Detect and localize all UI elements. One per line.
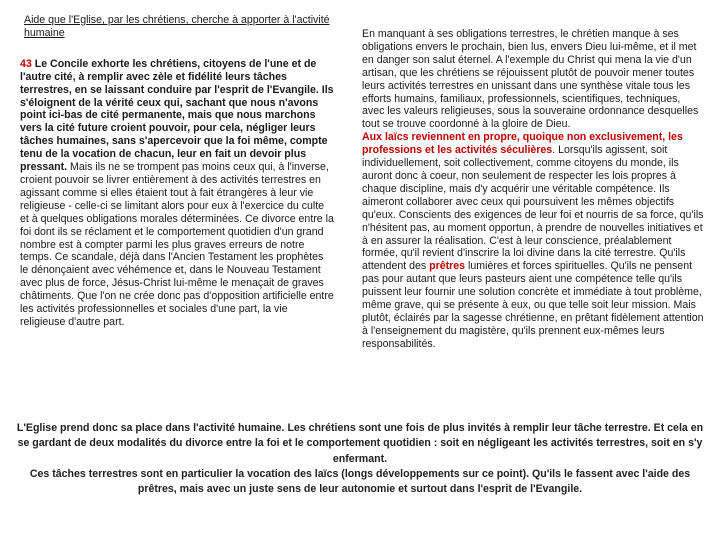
spacer bbox=[20, 40, 334, 58]
paragraph-bold-text: Le Concile exhorte les chrétiens, citoyens de l'une et de l'autre cité, à remplir avec zèle et fidélité leurs tâches terrestres, en se laissant conduire par l'esprit de l'Evangile. Ils s'éloignent de la vérité ceux qui, sachant que nous n'avons point ici-bas de cité permanente, mais que nous marchons vers la cité future croient pouvoir, pour cela, négliger leurs tâches humaines, sans s'apercevoir que la foi même, compte tenu de la vocation de chacun, leur en fait un devoir plus pressant. bbox=[20, 57, 334, 174]
right-column bbox=[362, 28, 705, 351]
laics-paragraph bbox=[362, 131, 705, 350]
summary-line-2: Ces tâches terrestres sont en particulier la vocation des laïcs (longs développements sur ce point). Qu'ils le fassent avec l'aide des prêtres, mais avec un juste sens de leur autonomie et surtout dans l'esprit de l'Evangile. bbox=[29, 467, 691, 496]
laics-text-after: lumières et forces spirituelles. Qu'ils ne pensent pas pour autant que leurs pasteurs aient une compétence telle qu'ils puissent leur fournir une solution concrète et immédiate à tout problème, même grave, qui se présente à eux, ou que telle soit leur mission. Mais plutôt, éclairés par la sagesse chrétienne, en prêtant fidèlement attention à l'enseignement du magistère, qu'ils prennent eux-mêmes leurs responsabilités. bbox=[362, 260, 704, 350]
right-intro-text: En manquant à ses obligations terrestres, le chrétien manque à ses obligations envers le prochain, bien lus, envers Dieu lui-même, et il met en danger son salut éternel. A l'exemple du Christ qui mena la vie d'un artisan, que les chrétiens se réjouissent plutôt de pouvoir mener toutes leurs activités terrestres en unissant dans une synthèse vitale tous les efforts humains, familiaux, professionnels, scientifiques, techniques, avec les valeurs religieuses, sous la souveraine ordonnance desquelles tout se trouve coordonné à la gloire de Dieu. bbox=[362, 28, 699, 131]
paragraph-number: 43 bbox=[20, 57, 32, 70]
paragraph-normal-text: Mais ils ne se trompent pas moins ceux qui, à l'inverse, croient pouvoir se livrer entièrement à des activités terrestres en agissant comme si elles étaient tout à fait étrangères à leur vie religieuse - celle-ci se limitant alors pour eux à l'exercice du culte et à quelques obligations morales déterminées. Ce divorce entre la foi dont ils se réclament et le comportement quotidien d'un grand nombre est à compter parmi les plus graves erreurs de notre temps. Ce scandale, déjà dans l'Ancien Testament les prophètes le dénonçaient avec véhémence et, dans le Nouveau Testament avec plus de force, Jésus-Christ lui-même le menaçait de graves châtiments. Que l'on ne crée donc pas d'opposition artificielle entre les activités professionnelles et sociales d'une part, la vie religieuse d'autre part. bbox=[20, 161, 334, 328]
laics-highlight: Aux laïcs reviennent en propre, quoique non exclusivement, les professions et les activités séculières bbox=[362, 131, 683, 157]
summary-line-1: L'Eglise prend donc sa place dans l'activité humaine. Les chrétiens sont une fois de plus invités à remplir leur tâche terrestre. Et cela en se gardant de deux modalités du divorce entre la foi et le comportement quotidien : soit en négligeant les activités terrestres, soit en s'y enfermant. bbox=[16, 422, 704, 465]
pretres-highlight: prêtres bbox=[429, 260, 466, 273]
paragraph-43 bbox=[20, 58, 334, 329]
section-title: Aide que l'Eglise, par les chrétiens, cherche à apporter à l'activité humaine bbox=[24, 14, 330, 39]
laics-text-before: . Lorsqu'ils agissent, soit individuellement, soit collectivement, comme citoyens du monde, ils auront donc à coeur, non seulement de respecter les lois propres à chaque discipline, mais d'y acquérir une véritable compétence. Ils aimeront collaborer avec ceux qui poursuivent les mêmes objectifs qu'eux. Conscients des exigences de leur foi et nourris de sa force, qu'ils n'hésitent pas, au moment opportun, à prendre de nouvelles initiatives et à en assurer la réalisation. C'est à leur conscience, préalablement formée, qu'il revient d'inscrire la loi divine dans la cité terrestre. Qu'ils attendent des bbox=[362, 144, 704, 273]
left-column bbox=[20, 14, 334, 329]
summary-block bbox=[10, 421, 710, 497]
